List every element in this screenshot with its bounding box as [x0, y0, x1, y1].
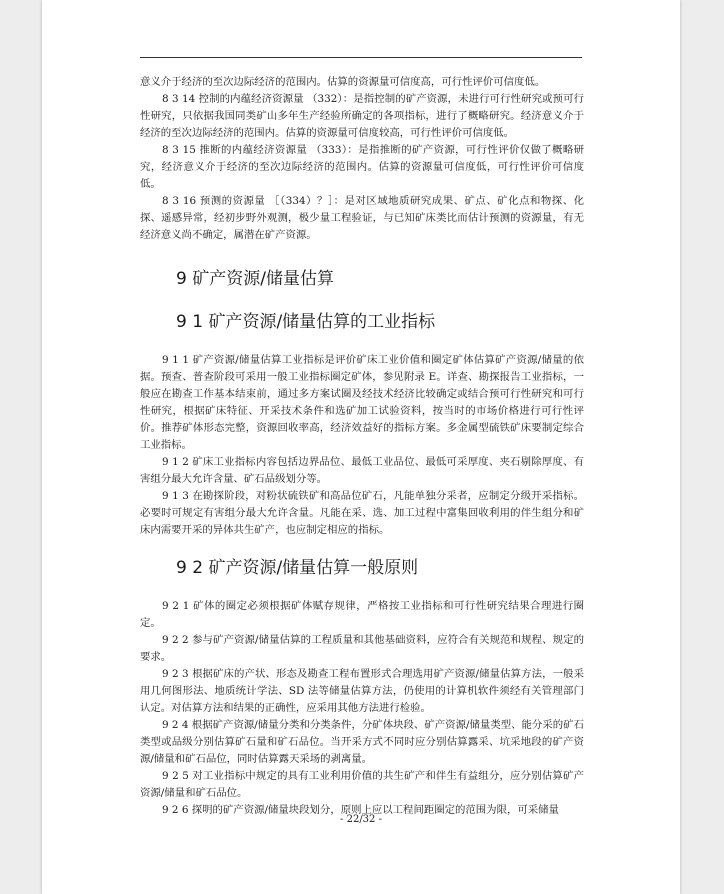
paragraph: 9 1 3 在勘探阶段，对粉状硫铁矿和高品位矿石，凡能单独分采者，应制定分级开采指标。必要时可规定有害组分最大允许含量。凡能在采、选、加工过程中富集回收利用的伴生组分和矿床内需要开采的异体共生矿产，也应制定相应的指标。 — [140, 490, 584, 536]
page-number: - 22/32 - — [340, 814, 382, 825]
header-rule — [140, 57, 582, 58]
paragraph: 9 2 3 根据矿床的产状、形态及勘查工程布置形式合理选用矿产资源/储量估算方法，一般采用几何图形法、地质统计学法、SD 法等储量估算方法，仍使用的计算机软件须经有关管理部门认定。对估算方法和结果的正确性，应采用其他方法进行检验。 — [140, 668, 584, 714]
paragraph: 9 2 5 对工业指标中规定的具有工业利用价值的共生矿产和伴生有益组分，应分别估算矿产资源/储量和矿石品位。 — [140, 770, 584, 799]
paragraph: 9 1 1 矿产资源/储量估算工业指标是评价矿床工业价值和圈定矿体估算矿产资源/储量的依据。预查、普查阶段可采用一般工业指标圈定矿体，参见附录 E。详查、勘探报告工业指标，一般应在勘查工作基本结束前，通过多方案试圈及经技术经济比较确定或结合预可行性研究和可行性研究，根据矿床特征、开采技术条件和选矿加工试验资料，按当时的市场价格进行可行性评价。推荐矿体形态完整，资源回收率高，经济效益好的指标方案。多金属型硫铁矿床要制定综合工业指标。 — [140, 354, 584, 451]
paragraph: 9 2 4 根据矿产资源/储量分类和分类条件，分矿体块段、矿产资源/储量类型、能分采的矿石类型或品级分别估算矿石量和矿石品位。当开采方式不同时应分别估算露采、坑采地段的矿产资源/储量和矿石品位，同时估算露天采场的剥离量。 — [140, 719, 584, 765]
paragraph: 8 3 16 预测的资源量 ［（334）？］：是对区域地质研究成果、矿点、矿化点和物探、化探、遥感异常，经初步野外观测，极少量工程验证，与已知矿床类比而估计预测的资源量，有无经济意义尚不确定，属潜在矿产资源。 — [140, 195, 584, 241]
paragraph: 9 1 2 矿床工业指标内容包括边界品位、最低工业品位、最低可采厚度、夹石剔除厚度、有害组分最大允许含量、矿石品级划分等。 — [140, 456, 584, 485]
section-heading-9-1: 9 1 矿产资源/储量估算的工业指标 — [176, 312, 436, 332]
section-heading-9-2: 9 2 矿产资源/储量估算一般原则 — [176, 558, 419, 578]
paragraph: 9 2 6 探明的矿产资源/储量块段划分，原则上应以工程间距圈定的范围为限，可采储量 — [162, 804, 559, 816]
document-page — [42, 0, 680, 894]
paragraph: 9 2 1 矿体的圈定必须根据矿体赋存规律，严格按工业指标和可行性研究结果合理进行圈定。 — [140, 600, 584, 629]
chapter-heading: 9 矿产资源/储量估算 — [176, 269, 334, 289]
paragraph: 8 3 15 推断的内蕴经济资源量 （333）：是指推断的矿产资源，可行性评价仅做了概略研究，经济意义介于经济的至次边际经济的范围内。估算的资源量可信度低，可行性评价可信度低。 — [140, 144, 584, 190]
paragraph: 9 2 2 参与矿产资源/储量估算的工程质量和其他基础资料，应符合有关规范和规程、规定的要求。 — [140, 634, 584, 663]
page-content — [140, 74, 584, 819]
paragraph: 意义介于经济的至次边际经济的范围内。估算的资源量可信度高，可行性评价可信度低。 — [140, 76, 546, 88]
paragraph: 8 3 14 控制的内蕴经济资源量 （332）：是指控制的矿产资源，未进行可行性研究或预可行性研究，只依据我国同类矿山多年生产经验所确定的各项指标，进行了概略研究。经济意义介于经济的至次边际经济的范围内。估算的资源量可信度较高，可行性评价可信度低。 — [140, 93, 584, 139]
